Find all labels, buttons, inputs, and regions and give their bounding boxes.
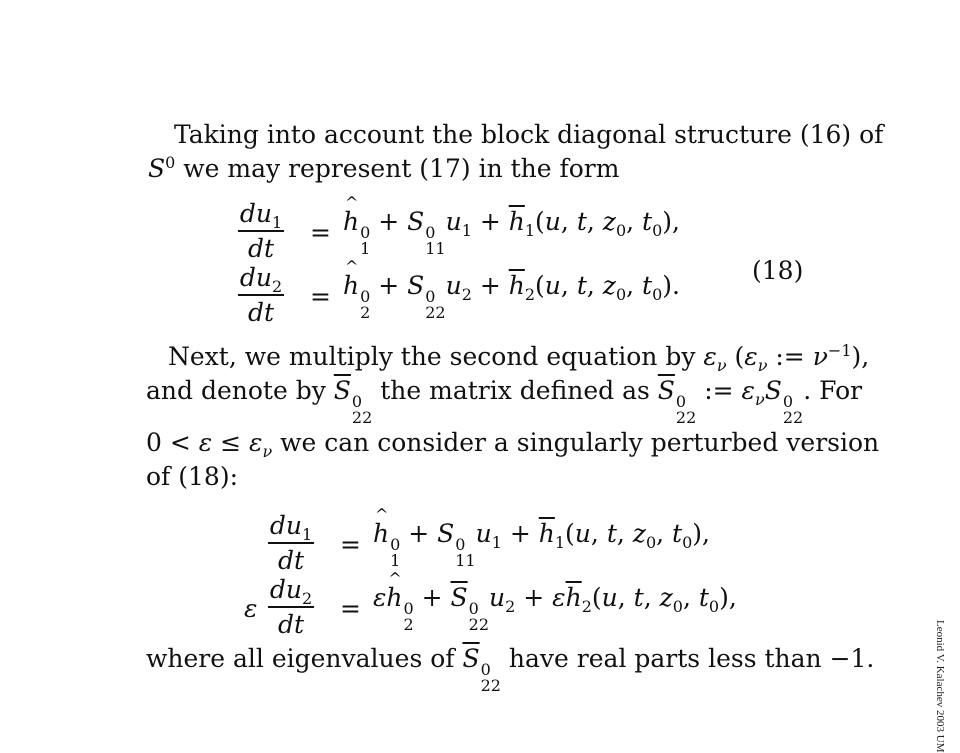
- paragraph-1-line-1-text: Taking into account the block diagonal structure (16) of: [174, 120, 884, 149]
- paragraph-1-line-2-text: we may represent (17) in the form: [175, 154, 620, 183]
- paragraph-1-line-1: [148, 118, 883, 152]
- math-s22-bar-definition: $\overline{S}$ 0 22 := $\varepsilon_\nu S$ 0 22: [657, 376, 804, 427]
- fraction-du1-dt-perturbed: $\frac{du_1}{dt}$: [269, 511, 313, 575]
- fraction-du2-dt-perturbed: $\frac{du_2}{dt}$: [269, 575, 313, 639]
- fraction-du2-dt: $\frac{du_2}{dt}$: [239, 263, 283, 327]
- paragraph-2-line-3-text: we can consider a singularly perturbed version: [272, 428, 880, 457]
- equation-18-row-1: $\frac{du_1}{dt}$ = ^ h 0 1 + S 0 11 $u_1 + \overline{h}_1(u$, t, $z_0$, $t_0$),: [236, 196, 680, 268]
- paragraph-3-end: have real parts less than −1.: [500, 644, 875, 673]
- paragraph-2: [146, 340, 879, 494]
- paragraph-2-line-1: [146, 340, 879, 374]
- paragraph-2-line-4: of (18):: [146, 462, 238, 491]
- math-epsilon-range: $0 < \varepsilon \le \varepsilon_\nu$: [146, 428, 273, 461]
- math-s22-bar-eigen: $\overline{S}$ 0 22: [462, 644, 501, 695]
- paragraph-1-line-2: [148, 152, 883, 186]
- fraction-du1-dt: $\frac{du_1}{dt}$: [239, 199, 283, 263]
- equation-system-18: [236, 196, 680, 332]
- perturbed-row-2: ε $\frac{du_2}{dt}$ = ε^ h 0 2 + $\overline{S}$ 0 22 $u_2 + \varepsilon\overline{h}_2(u$, t, $z_0$, $t_0$),: [244, 572, 737, 644]
- math-epsilon-nu-definition: $\varepsilon_\nu$ ($\varepsilon_\nu$ := $\nu^{-1}$),: [703, 341, 870, 375]
- author-watermark: Leonid V. Kalachev 2003 UM: [934, 620, 946, 753]
- paragraph-3-start: where all eigenvalues of: [146, 644, 455, 673]
- paragraph-2-line-2-end: . For: [803, 376, 863, 405]
- paragraph-2-line-2: [146, 374, 879, 426]
- paragraph-1: [148, 118, 883, 186]
- equation-18-row-2: $\frac{du_2}{dt}$ = ^ h 0 2 + S 0 22 $u_2 + \overline{h}_2(u$, t, $z_0$, $t_0$).: [236, 260, 680, 332]
- perturbed-row-1: $\frac{du_1}{dt}$ = ^ h 0 1 + S 0 11 $u_1 + \overline{h}_1(u$, t, $z_0$, $t_0$),: [244, 508, 737, 580]
- paragraph-2-line-1-text: Next, we multiply the second equation by: [168, 342, 696, 371]
- paragraph-2-line-2-start: and denote by: [146, 376, 326, 405]
- paragraph-2-line-2-mid: the matrix defined as: [372, 376, 650, 405]
- paragraph-3: [146, 642, 874, 694]
- math-s0: $S^0$: [148, 153, 176, 183]
- equation-system-perturbed: [244, 508, 737, 644]
- math-s22-bar: $\overline{S}$ 0 22: [333, 376, 373, 427]
- equation-number-18: (18): [752, 256, 804, 285]
- paragraph-2-line-3: [146, 426, 879, 460]
